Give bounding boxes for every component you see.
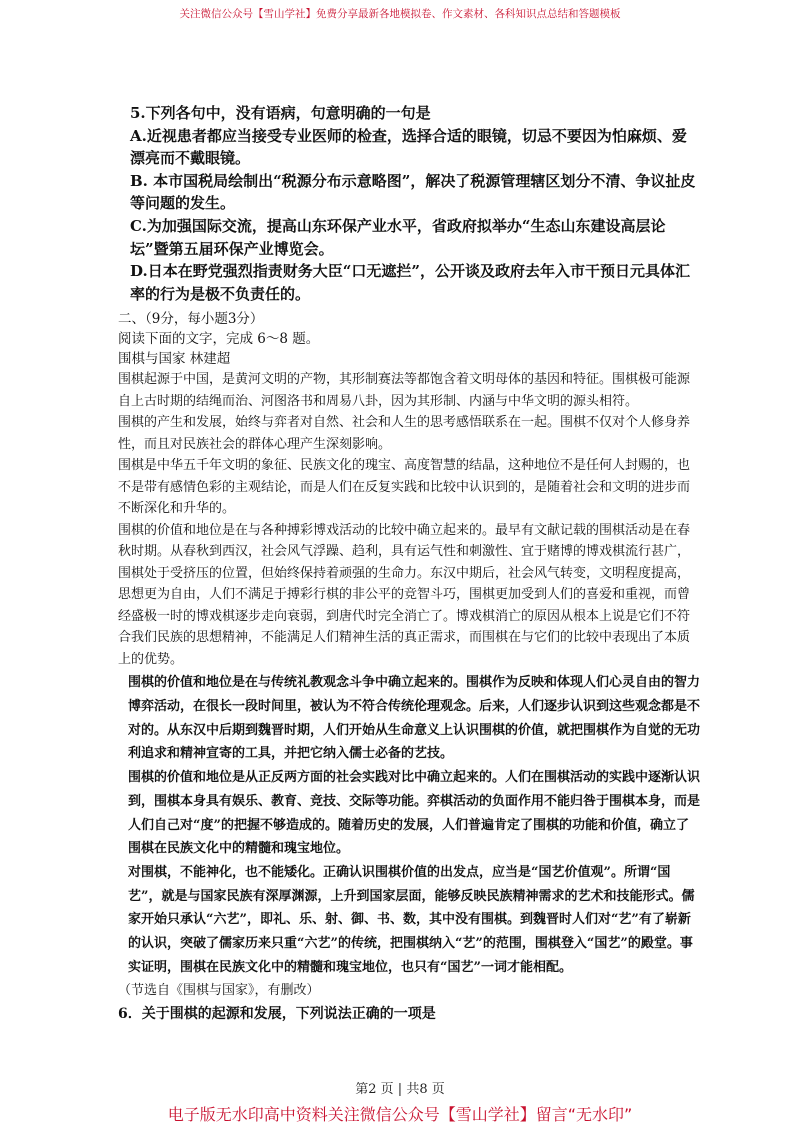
page-number: 第2 页 | 共8 页 <box>355 1082 445 1097</box>
passage-paragraph-2: 围棋的产生和发展，始终与弈者对自然、社会和人生的思考感悟联系在一起。围棋不仅对个人修身养性，而且对民族社会的群体心理产生深刻影响。 <box>118 415 691 452</box>
question-6-stem: 6．关于围棋的起源和发展，下列说法正确的一项是 <box>118 1006 436 1023</box>
passage-source: （节选自《围棋与国家》，有删改） <box>118 983 320 999</box>
passage-paragraph-1: 围棋起源于中国，是黄河文明的产物，其形制赛法等都饱含着文明母体的基因和特征。围棋极可能源自上古时期的结绳而治、河图洛书和周易八卦，因为其形制、内涵与中华文明的源头相符。 <box>118 372 691 409</box>
passage-paragraph-7: 对围棋，不能神化，也不能矮化。正确认识围棋价值的出发点，应当是“国艺价值观”。所谓“国艺”，就是与国家民族有深厚渊源，上升到国家层面，能够反映民族精神需求的艺术和技能形式。儒家开始只承认“六艺”，即礼、乐、射、御、书、数，其中没有围棋。到魏晋时人们对“艺”有了崭新的认识，突破了儒家历来只重“六艺”的传统，把围棋纳入“艺”的范围，围棋登入“国艺”的殿堂。事实证明，围棋在民族文化中的精髓和瑰宝地位，也只有“国艺”一词才能相配。 <box>128 864 695 975</box>
article-title: 围棋与国家 林建超 <box>118 351 231 368</box>
bottom-watermark-banner: 电子版无水印高中资料关注微信公众号【雪山学社】留言“无水印” <box>167 1105 633 1124</box>
top-watermark-banner: 关注微信公众号【雪山学社】免费分享最新各地模拟卷、作文素材、各科知识点总结和答题模板 <box>179 8 621 20</box>
question-5 <box>130 102 700 305</box>
question-5-option-a: A.近视患者都应当接受专业医师的检查，选择合适的眼镜，切忌不要因为怕麻烦、爱漂亮而不戴眼镜。 <box>130 126 687 168</box>
passage-part-a <box>118 369 700 670</box>
page-content <box>118 102 700 1026</box>
passage-paragraph-5: 围棋的价值和地位是在与传统礼教观念斗争中确立起来的。围棋作为反映和体现人们心灵自由的智力博弈活动，在很长一段时间里，被认为不符合传统伦理观念。后来，人们逐步认识到这些观念都是不对的。从东汉中后期到魏晋时期，人们开始从生命意义上认识围棋的价值，就把围棋作为自觉的无功利追求和精神宣寄的工具，并把它纳入儒士必备的艺技。 <box>128 675 701 762</box>
reading-instruction: 阅读下面的文字，完成 6～8 题。 <box>118 331 320 348</box>
passage-paragraph-4: 围棋的价值和地位是在与各种搏彩博戏活动的比较中确立起来的。最早有文献记载的围棋活动是在春秋时期。从春秋到西汉，社会风气浮躁、趋利，具有运气性和刺激性、宜于赌博的博戏棋流行甚广，围棋处于受挤压的位置，但始终保持着顽强的生命力。东汉中期后，社会风气转变，文明程度提高，思想更为自由，人们不满足于搏彩行棋的非公平的竞智斗巧，围棋更加受到人们的喜爱和重视，而曾经盛极一时的博戏棋逐步走向衰弱，到唐代时完全消亡了。博戏棋消亡的原因从根本上说是它们不符合我们民族的思想精神，不能满足人们精神生活的真正需求，而围棋在与它们的比较中表现出了本质上的优势。 <box>118 522 691 667</box>
question-5-stem: 5.下列各句中，没有语病，句意明确的一句是 <box>130 104 431 122</box>
section-2-heading: 二、（9分，每小题3分） <box>118 311 264 328</box>
passage-part-b <box>128 671 700 979</box>
question-5-option-d: D.日本在野党强烈指责财务大臣“口无遮拦”，公开谈及政府去年入市干预日元具体汇率的行为是极不负责任的。 <box>130 262 690 303</box>
passage-paragraph-3: 围棋是中华五千年文明的象征、民族文化的瑰宝、高度智慧的结晶，这种地位不是任何人封赐的，也不是带有感情色彩的主观结论，而是人们在反复实践和比较中认识到的，是随着社会和文明的进步而不断深化和升华的。 <box>118 458 691 517</box>
question-5-option-c: C.为加强国际交流，提高山东环保产业水平，省政府拟举办“生态山东建设高层论坛”暨第五届环保产业博览会。 <box>130 216 666 258</box>
question-5-option-b: B. 本市国税局绘制出“税源分布示意略图”，解决了税源管理辖区划分不清、争议扯皮等问题的发生。 <box>130 171 696 213</box>
passage-paragraph-6: 围棋的价值和地位是从正反两方面的社会实践对比中确立起来的。人们在围棋活动的实践中逐渐认识到，围棋本身具有娱乐、教育、竞技、交际等功能。弈棋活动的负面作用不能归咎于围棋本身，而是人们自己对“度”的把握不够造成的。随着历史的发展，人们普遍肯定了围棋的功能和价值，确立了围棋在民族文化中的精髓和瑰宝地位。 <box>128 770 701 857</box>
